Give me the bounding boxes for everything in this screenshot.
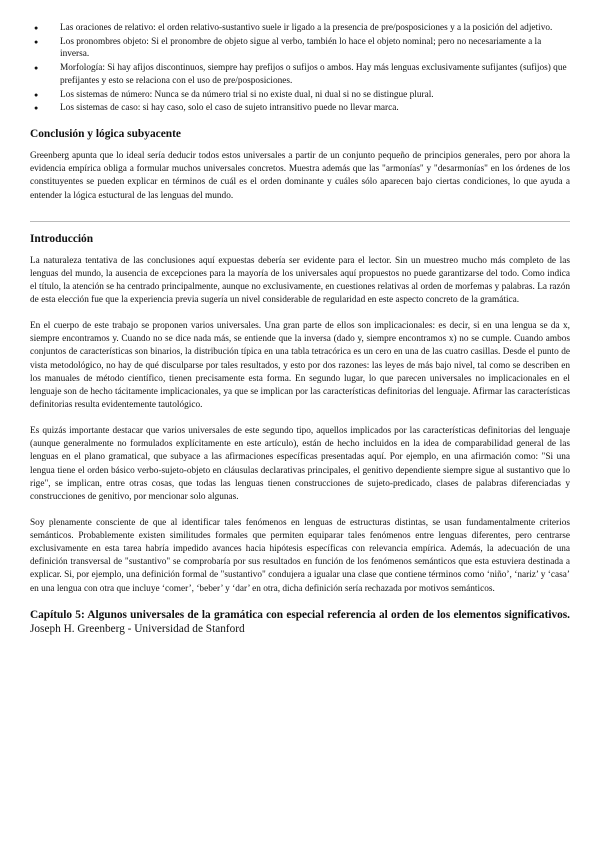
chapter-citation (30, 608, 570, 636)
universals-bullet-list (30, 22, 570, 115)
section-divider (30, 221, 570, 222)
bullet-morphology: ● Morfología: Si hay afijos discontinuos, siempre hay prefijos o sufijos o ambos. Hay más lenguas exclusivamente sufijantes (sufijos) que prefijantes y esto se relaciona con el uso de pre/posposiciones. (60, 62, 570, 87)
intro-paragraph-3: Es quizás importante destacar que varios universales de este segundo tipo, aquellos implicados por las características definitorias del lenguaje (aunque generalmente no formulados explícitamente en este artículo), están de hecho incluidos en la idea de comparabilidad general de las lenguas en el plano gramatical, que subyace a las afirmaciones específicas presentadas aquí. Por ejemplo, en una afirmación como: "Si una lengua tiene el orden básico verbo-sujeto-objeto en cláusulas declarativas principales, el genitivo dependiente siempre sigue al sustantivo que lo rige", se implican, entre otras cosas, que todas las lenguas tienen construcciones de sujeto-predicado, clases de palabras diferenciadas y construcciones de genitivo, por mencionar solo algunas. (30, 425, 570, 502)
bullet-number-systems: ● Los sistemas de número: Nunca se da número trial si no existe dual, ni dual si no se distingue plural. (60, 89, 570, 102)
bullet-relative-clauses: ● Las oraciones de relativo: el orden relativo-sustantivo suele ir ligado a la presencia de pre/posposiciones y a la posición del adjetivo. (60, 22, 570, 35)
intro-paragraph-2: En el cuerpo de este trabajo se proponen varios universales. Una gran parte de ellos son implicacionales: es decir, si en una lengua se da x, siempre encontramos y. Cuando no se dice nada más, se entiende que la inversa (dado y, siempre encontramos x) no se cumple. Cuando ambos conjuntos de características son binarios, la distribución típica en una tabla tetracórica es un cero en una de las cuatro casillas. Desde el punto de vista metodológico, no hay de qué disculparse por tales resultados, y esto por dos razones: las leyes de más bajo nivel, tal como se describen en los manuales de método científico, tienen precisamente esta forma. En segundo lugar, lo que parecen universales no implicacionales en el lenguaje son de hecho tácitamente implicacionales, ya que se implican por las características definitorias del lenguaje. Afirmar las características definitorias resulta evidentemente tautológico. (30, 321, 570, 411)
intro-paragraph-4: Soy plenamente consciente de que al identificar tales fenómenos en lenguas de estructuras distintas, se usan fundamentalmente criterios semánticos. Probablemente existen similitudes formales que permiten equiparar tales fenómenos entre lenguas diferentes, pero centrarse exclusivamente en esta tarea habría impedido avances hacia hipótesis específicas con relevancia empírica. Además, la adecuación de una definición transversal de "sustantivo" se comprobaría por sus resultados en función de los fenómenos semánticos que esta estuviera destinada a explicar. Si, por ejemplo, una definición formal de "sustantivo" condujera a igualar una clase que contiene términos como ‘niño’, ‘nariz’ y ‘casa’ en una lengua con otra que incluye ‘comer’, ‘beber’ y ‘dar’ en otra, dicha definición sería rechazada por motivos semánticos. (30, 517, 570, 594)
intro-heading: Introducción (30, 232, 94, 245)
chapter-author: Joseph H. Greenberg - Universidad de Stanford (30, 623, 245, 636)
bullet-case-systems: ● Los sistemas de caso: si hay caso, solo el caso de sujeto intransitivo puede no llevar marca. (60, 102, 570, 115)
chapter-title: Capítulo 5: Algunos universales de la gramática con especial referencia al orden de los elementos significativos. (30, 609, 570, 622)
conclusion-heading: Conclusión y lógica subyacente (30, 127, 181, 140)
intro-paragraph-1: La naturaleza tentativa de las conclusiones aquí expuestas debería ser evidente para el lector. Sin un muestreo mucho más completo de las lenguas del mundo, la ausencia de excepciones para la mayoría de los universales aquí propuestos no puede garantizarse del todo. Como indica el título, la atención se ha centrado principalmente, aunque no exclusivamente, en cuestiones relativas al orden de morfemas y palabras. La razón de esta elección fue que la experiencia previa sugería un nivel considerable de regularidad en este aspecto concreto de la gramática. (30, 255, 570, 306)
conclusion-paragraph: Greenberg apunta que lo ideal sería deducir todos estos universales a partir de un conjunto pequeño de principios generales, pero por ahora la evidencia empírica obliga a formular muchos universales concretos. Muestra además que las "armonías" y "desarmonías" en los órdenes de los constituyentes se pueden explicar en términos de cuál es el orden dominante y cuáles sólo aparecen bajo ciertas condiciones, lo que ayuda a entender la lógica estuctural de las lenguas del mundo. (30, 150, 570, 201)
bullet-object-pronouns: ● Los pronombres objeto: Si el pronombre de objeto sigue al verbo, también lo hace el objeto nominal; pero no necesariamente a la inversa. (60, 36, 570, 61)
